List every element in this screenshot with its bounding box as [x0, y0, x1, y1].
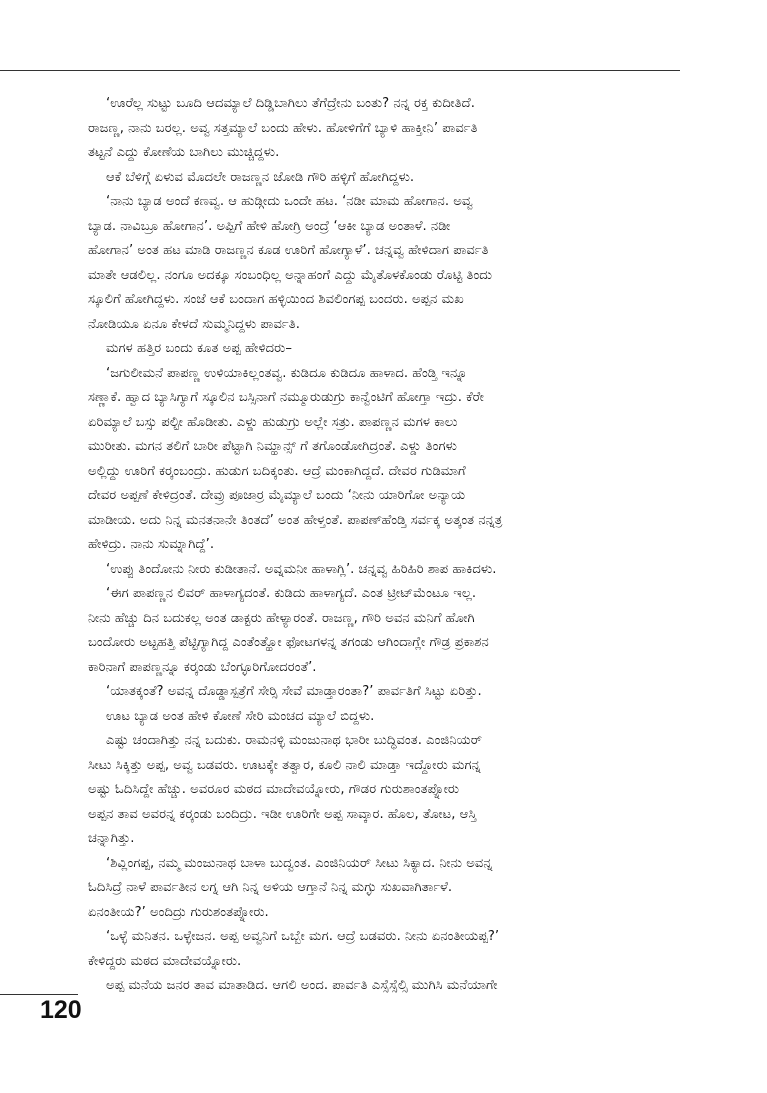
text-line: ‘ಉಪ್ಪು ತಿಂದೋನು ನೀರು ಕುಡೀತಾನೆ. ಅವ್ನಮನೀ ಹಾಳಾಗ್ಲಿ’. ಚನ್ನವ್ವ ಹಿರಿಹಿರಿ ಶಾಪ ಹಾಕಿದಳು.: [106, 561, 497, 577]
text-line: ‘ಜಗುಲೀಮನೆ ಪಾಪಣ್ಣ ಉಳಿಯಾಕಿಲ್ಲಂತವ್ವ. ಕುಡಿದೂ ಕುಡಿದೂ ಹಾಳಾದ. ಹೆಂಡ್ತಿ ಇನ್ನೂ: [106, 365, 468, 381]
text-line: ಆಕೆ ಬೆಳಿಗ್ಗೆ ಏಳುವ ಮೊದಲೇ ರಾಜಣ್ಣನ ಜೋಡಿ ಗೌರಿ ಹಳ್ಳಿಗೆ ಹೋಗಿದ್ದಳು.: [106, 169, 415, 185]
text-line: ‘ನಾನು ಬ್ಯಾಡ ಅಂದೆ ಕಣವ್ವ. ಆ ಹುಡ್ಗೀದು ಒಂದೇ ಹಟ. ‘ನಡೀ ಮಾಮ ಹೋಗಾನ. ಅವ್ವ: [106, 194, 473, 209]
text-line: ‘ಯಾತಕ್ಕಂತೆ? ಅವನ್ನ ದೊಡ್ಡಾಸ್ಪತ್ರೆಗೆ ಸೇರ್‍ಸಿ ಸೇವೆ ಮಾಡ್ತಾರಂತಾ?’ ಪಾರ್ವತಿಗೆ ಸಿಟ್ಟು ಏರಿತ್ತು.: [106, 684, 482, 699]
text-line: ‘ಈಗ ಪಾಪಣ್ಣನ ಲಿವರ್ ಹಾಳಾಗ್ಯದಂತೆ. ಕುಡಿದು ಹಾಳಾಗ್ಯದೆ. ಎಂತ ಟ್ರೀಟ್‌ಮೆಂಟೂ ಇಲ್ಲ.: [106, 586, 477, 601]
header-rule: [0, 70, 680, 71]
text-line: ಚನ್ನಾಗಿತ್ತು.: [88, 831, 135, 846]
text-line: ಮಾಡೀಯ. ಅದು ನಿನ್ನ ಮನತನಾನೇ ತಿಂತದೆ’ ಅಂತ ಹೇಳ್ತಂತೆ. ಪಾಪಣ್‍ಹೆಂಡ್ತಿ ಸರ್ವಕ್ಕ ಅತ್ಕಂತ ನನ್ನತ್ರ: [88, 512, 503, 528]
text-line: ಅಷ್ಟು ಓದಿಸಿದ್ದೇ ಹೆಚ್ಚು. ಅವರೂರ ಮಠದ ಮಾದೇವಯ್ನೋರು, ಗೌಡರ ಗುರುಶಾಂತಪ್ನೋರು: [88, 782, 460, 797]
text-line: ತಟ್ಟನೆ ಎದ್ದು ಕೋಣೆಯ ಬಾಗಿಲು ಮುಚ್ಚಿದ್ದಳು.: [88, 145, 280, 160]
text-line: ‘ಶಿವ್ಲಿಂಗಪ್ಪ, ನಮ್ಮ ಮಂಜುನಾಥ ಬಾಳಾ ಬುದ್ವಂತ. ಎಂಜಿನಿಯರ್ ಸೀಟು ಸಿಕ್ಯಾದ. ನೀನು ಅವನ್ನ: [106, 855, 493, 871]
text-line: ಎಷ್ಟು ಚಂದಾಗಿತ್ತು ನನ್ನ ಬದುಕು. ರಾಮನಳ್ಳಿ ಮಂಜುನಾಥ ಭಾರೀ ಬುದ್ಧಿವಂತ. ಎಂಜಿನಿಯರ್: [106, 733, 483, 748]
text-line: ‘ಒಳ್ಳೆ ಮನಿತನ. ಒಳ್ಳೇಜನ. ಅಪ್ಪ ಅವ್ವನಿಗೆ ಒಬ್ಬೇ ಮಗ. ಆದ್ರೆ ಬಡವರು. ನೀನು ಏನಂತೀಯಪ್ಪ?’: [106, 929, 500, 944]
text-line: ಸಣ್ಣಾಕೆ. ಹ್ವಾದ ಬ್ಯಾಸಿಗ್ಯಾಗೆ ಸ್ಕೂಲಿನ ಬಸ್ಸಿನಾಗೆ ನಮ್ಮೂರುಡುಗ್ರು ಕಾನ್ವೆಂಟಿಗೆ ಹೋಗ್ತಾ ಇದ್ರು. ಕೆರೇ: [88, 390, 484, 405]
text-line: ಊಟ ಬ್ಯಾಡ ಅಂತ ಹೇಳಿ ಕೋಣೆ ಸೇರಿ ಮಂಚದ ಮ್ಯಾಲೆ ಬಿದ್ದಳು.: [106, 708, 375, 724]
text-line: ದೇವರ ಅಪ್ಪಣೆ ಕೇಳಿದ್ರಂತೆ. ದೇವ್ರು ಪೂಜಾರ್‍ರ ಮೈಮ್ಯಾಲೆ ಬಂದು ‘ನೀನು ಯಾರಿಗೋ ಅನ್ಯಾಯ: [88, 488, 466, 503]
text-line: ಅಲ್ಲಿದ್ದು ಊರಿಗೆ ಕರ್‍ಕಂಬಂದ್ರು. ಹುಡುಗ ಬದಿಕ್ಕಂತು. ಆದ್ರೆ ಮಂಕಾಗಿದ್ದದೆ. ದೇವರ ಗುಡಿಮಾಗೆ: [88, 463, 466, 479]
text-line: ಮಗಳ ಹತ್ತಿರ ಬಂದು ಕೂತ ಅಪ್ಪ ಹೇಳಿದರು–: [106, 341, 292, 356]
text-line: ಹೇಳಿದ್ರು. ನಾನು ಸುಮ್ನಾಗಿದ್ದೆ’.: [88, 537, 215, 552]
text-line: ಕೇಳಿದ್ದರು ಮಠದ ಮಾದೇವಯ್ನೋರು.: [88, 953, 242, 969]
text-line: ಸೀಟು ಸಿಕ್ಕಿತ್ತು ಅಪ್ಪ, ಅವ್ವ ಬಡವರು. ಊಟಕ್ಕೇ ತತ್ವಾರ, ಕೂಲಿ ನಾಲಿ ಮಾಡ್ತಾ ಇದ್ದೋರು ಮಗನ್ನ: [88, 757, 481, 773]
text-line: ಕಾರಿನಾಗೆ ಪಾಪಣ್ಣನ್ನೂ ಕರ್‍ಕಂಡು ಬೆಂಗ್ಳೂರಿಗೋದರಂತೆ’.: [88, 659, 317, 675]
text-line: ಅಪ್ಪ ಮನೆಯ ಜನರ ತಾವ ಮಾತಾಡಿದ. ಆಗಲಿ ಅಂದ. ಪಾರ್ವತಿ ಎಸ್ಸೆಸ್ಸೆಲ್ಸಿ ಮುಗಿಸಿ ಮನೆಯಾಗೇ: [106, 978, 498, 993]
text-line: ಮಾತೇ ಆಡಲಿಲ್ಲ. ನಂಗೂ ಅದಕ್ಕೂ ಸಂಬಂಧಿಲ್ಲ ಅನ್ನಾಹಂಗೆ ಎದ್ದು ಮೈತೊಳಕೊಂಡು ರೊಟ್ಟಿ ತಿಂದು: [88, 267, 493, 283]
body-text: [88, 92, 684, 999]
text-line: ರಾಜಣ್ಣ, ನಾನು ಬರಲ್ಲ. ಅವ್ವ ಸತ್ತಮ್ಯಾಲೆ ಬಂದು ಹೇಳು. ಹೋಳಿಗೆಗೆ ಬ್ಯಾಳಿ ಹಾಕ್ತೀನಿ’ ಪಾರ್ವತಿ: [88, 120, 478, 136]
page-number: 120: [40, 996, 82, 1024]
text-line: ನೋಡಿಯೂ ಏನೂ ಕೇಳದೆ ಸುಮ್ಮನಿದ್ದಳು ಪಾರ್ವತಿ.: [88, 316, 300, 332]
text-line: ಏರಿಮ್ಯಾಲೆ ಬಸ್ಸು ಪಲ್ಟೀ ಹೊಡೀತು. ಎಳ್ಡು ಹುಡುಗ್ರು ಅಲ್ಲೇ ಸತ್ರು. ಪಾಪಣ್ಣನ ಮಗಳ ಕಾಲು: [88, 414, 458, 430]
text-line: ಏನಂತೀಯ?’ ಅಂದಿದ್ರು ಗುರುಶಂತಪ್ನೋರು.: [88, 904, 269, 920]
text-line: ಸ್ಕೂಲಿಗೆ ಹೋಗಿದ್ದಳು. ಸಂಜೆ ಆಕೆ ಬಂದಾಗ ಹಳ್ಳಿಯಿಂದ ಶಿವಲಿಂಗಪ್ಪ ಬಂದರು. ಅಪ್ಪನ ಮಖ: [88, 292, 464, 307]
text-line: ಬಂದೋರು ಅಟ್ಟಹತ್ತಿ ಪೆಟ್ಟಿಗ್ಯಾಗಿದ್ದ ಎಂತೆಂತ್ಹೋ ಫೋಟಗಳನ್ನ ತಗಂಡು ಆಗಿಂದಾಗ್ಲೇ ಗೌಡ್ರ ಪ್ರಕಾಶನ: [88, 635, 489, 650]
text-line: ಓದಿಸಿದ್ರೆ ನಾಳೆ ಪಾರ್ವತೀನ ಲಗ್ನ ಆಗಿ ನಿನ್ನ ಅಳಿಯ ಆಗ್ತಾನೆ ನಿನ್ನ ಮಗ್ಳು ಸುಖವಾಗಿರ್ತಾಳೆ.: [88, 880, 453, 895]
text-line: ನೀನು ಹೆಚ್ಚು ದಿನ ಬದುಕಲ್ಲ ಅಂತ ಡಾಕ್ಟರು ಹೇಳ್ಯಾರಂತೆ. ರಾಜಣ್ಣ, ಗೌರಿ ಅವನ ಮನಿಗೆ ಹೋಗಿ: [88, 610, 475, 626]
text-line: ಬ್ಯಾಡ. ನಾವಿಬ್ರೂ ಹೋಗಾನ’. ಅಪ್ಪಿಗೆ ಹೇಳಿ ಹೋಗ್ರಿ ಅಂದ್ರೆ ‘ಆಕೀ ಬ್ಯಾಡ ಅಂತಾಳೆ. ನಡೀ: [88, 218, 451, 234]
text-line: ಹೋಗಾನ’ ಅಂತ ಹಟ ಮಾಡಿ ರಾಜಣ್ಣನ ಕೂಡ ಊರಿಗೆ ಹೋಗ್ಯಾಳೆ’. ಚನ್ನವ್ವ ಹೇಳಿದಾಗ ಪಾರ್ವತಿ: [88, 243, 489, 258]
text-line: ಅಪ್ಪನ ತಾವ ಅವರನ್ನ ಕರ್‍ಕಂಡು ಬಂದಿದ್ರು. ಇಡೀ ಊರಿಗೇ ಅಪ್ಪ ಸಾವ್ಕಾರ. ಹೊಲ, ತೋಟ, ಆಸ್ತಿ: [88, 806, 477, 822]
text-line: ಮುರೀತು. ಮಗನ ತಲಿಗೆ ಬಾರೀ ಪೆಟ್ಟಾಗಿ ನಿಮ್ಹಾನ್ಸ್ ಗೆ ತಗೊಂಡೋಗಿದ್ರಂತೆ. ಎಳ್ಡು ತಿಂಗಳು: [88, 439, 458, 454]
text-line: ‘ಊರೆಲ್ಲ ಸುಟ್ಟು ಬೂದಿ ಆದಮ್ಯಾಲೆ ದಿಡ್ಡಿಬಾಗಿಲು ತೆಗೆದ್ರೇನು ಬಂತು? ನನ್ನ ರಕ್ತ ಕುದೀತಿದೆ.: [106, 96, 475, 111]
